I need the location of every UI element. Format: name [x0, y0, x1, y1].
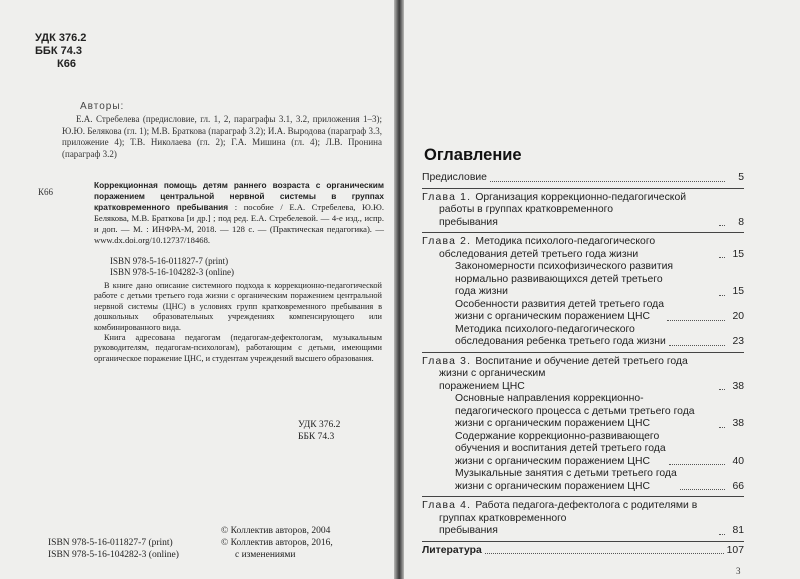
toc-entry[interactable] [422, 192, 744, 230]
copyright-block [221, 525, 333, 561]
toc-entry[interactable] [422, 299, 744, 324]
toc-entry[interactable] [422, 261, 744, 299]
isbn-print: ISBN 978-5-16-011827-7 (print) [110, 256, 229, 266]
toc-leader-dots [719, 295, 725, 296]
toc-entry[interactable] [422, 500, 744, 538]
bbk-bottom: ББК 74.3 [298, 432, 335, 442]
toc-page-number: 5 [738, 172, 744, 183]
isbn-bottom-online: ISBN 978-5-16-104282-3 (online) [48, 550, 179, 560]
authors-heading: Авторы: [80, 101, 125, 112]
toc-separator [422, 496, 744, 497]
toc-separator [422, 188, 744, 189]
bib-details: : пособие / Е.А. Стребелева, Ю.Ю. Белякова, М.В. Браткова [и др.] ; под ред. Е.А. Стребелевой. — 4-е изд., испр. и доп. — М. : ИНФРА-М, 2018. — 128 с. — (Практическая педагогика). — www.dx.doi.org/10.12737/18468. [94, 202, 384, 245]
toc-entry-text: Особенности развития детей третьего года жизни с органическим поражением ЦНС [455, 298, 665, 322]
toc-page-number: 40 [732, 455, 744, 467]
toc-entry-text: Закономерности психофизического развития нормально развивающихся детей третьего года жизни [455, 261, 674, 297]
isbn-bottom-print: ISBN 978-5-16-011827-7 (print) [48, 538, 173, 548]
toc-entry-text: Методика психолого-педагогического обследования ребенка третьего года жизни [455, 323, 666, 347]
toc-chapter-label: Глава 1. [422, 191, 476, 203]
isbn-bottom-block [48, 537, 179, 561]
isbn-online: ISBN 978-5-16-104282-3 (online) [110, 266, 234, 277]
toc-entry-text: Глава 1. Организация коррекционно-педагогической работы в группах кратковременного пребывания [422, 191, 687, 228]
annotation-paragraph-1: В книге дано описание системного подхода к коррекционно-педагогической работе с детьми третьего года жизни с органическим поражением центральной нервной системы (ЦНС) в условиях групп кратковременного пребывания в дошкольных образовательных учреждениях компенсирующего или комбинированного вида. [94, 281, 382, 332]
annotation-paragraph-2: Книга адресована педагогам (педагогам-дефектологам, музыкальным руководителям, педагогам-психологам), работающим с детьми, имеющими органическое поражение ЦНС, и студентам учреждений высшего образования. [94, 333, 382, 363]
toc-leader-dots [719, 427, 725, 428]
toc-page-number: 15 [732, 286, 744, 297]
left-page [0, 0, 394, 579]
copyright-line-2: © Коллектив авторов, 2016, [221, 538, 333, 548]
toc-chapter-label: Глава 3. [422, 355, 476, 367]
toc-entry-text: Глава 3. Воспитание и обучение детей третьего года жизни с органическим поражением ЦНС [422, 355, 688, 392]
toc-leader-dots [680, 489, 725, 490]
toc-page-number: 81 [732, 525, 744, 536]
bib-code: К66 [38, 187, 54, 197]
toc-page-number: 20 [732, 311, 744, 322]
toc-chapter-label: Глава 4. [422, 500, 476, 511]
toc-entry[interactable] [422, 236, 744, 261]
authors-list: Е.А. Стребелева (предисловие, гл. 1, 2, параграфы 3.1, 3.2, приложения 1–3); Ю.Ю. Белякова (гл. 1); М.В. Браткова (параграф 3.2); И.А. Выродова (параграф 3.3, приложение 4); Т.В. Николаева (гл. 2); Г.А. Мишина (гл. 4); Л.В. Пронина (параграф 3.2) [62, 114, 382, 159]
toc-entry-text: Предисловие [422, 172, 487, 183]
toc-entry[interactable] [422, 431, 744, 469]
toc-leader-dots [719, 534, 725, 535]
copyright-line-1: © Коллектив авторов, 2004 [221, 526, 331, 536]
toc-leader-dots [719, 389, 725, 390]
toc-title: Оглавление [424, 146, 522, 164]
toc-entry-text: Литература [422, 544, 482, 556]
toc-entry-text: Основные направления коррекционно-педагогического процесса с детьми третьего года жизни с органическим поражением ЦНС [455, 393, 695, 429]
udk-bottom: УДК 376.2 [298, 420, 341, 430]
toc-entry-text: Глава 4. Работа педагога-дефектолога с родителями в группах кратковременного пребывания [422, 500, 698, 536]
book-title: Коррекционная помощь детям раннего возраста с органическим поражением центральной нервной системы в группах кратковременного пребывания [94, 180, 384, 212]
book-gutter [394, 0, 404, 579]
copyright-line-3: с изменениями [235, 550, 296, 560]
toc-leader-dots [669, 464, 725, 465]
toc-leader-dots [490, 181, 725, 182]
bibliographic-record [94, 180, 384, 246]
toc-page-number: 107 [726, 544, 744, 556]
udk-code: УДК 376.2 [35, 32, 87, 44]
bottom-classification [298, 419, 340, 443]
toc-leader-dots [485, 553, 724, 554]
toc-entry-text: Музыкальные занятия с детьми третьего года жизни с органическим поражением ЦНС [455, 468, 677, 492]
toc-entry[interactable] [422, 356, 744, 394]
toc-chapter-label: Глава 2. [422, 236, 476, 247]
toc-entry-text: Содержание коррекционно-развивающего обучения и воспитания детей третьего года жизни с органическим поражением ЦНС [455, 430, 666, 467]
toc-page-number: 38 [732, 418, 744, 429]
page-number: 3 [736, 566, 741, 576]
classification-block [35, 32, 86, 71]
toc-entry-text: Глава 2. Методика психолого-педагогического обследования детей третьего года жизни [422, 236, 656, 260]
toc-separator [422, 352, 744, 353]
table-of-contents [422, 172, 744, 557]
toc-page-number: 23 [732, 336, 744, 347]
toc-page-number: 66 [732, 480, 744, 492]
bbk-code: ББК 74.3 [35, 45, 82, 57]
toc-page-number: 15 [732, 248, 744, 260]
toc-separator [422, 232, 744, 233]
toc-page-number: 8 [738, 216, 744, 228]
toc-entry[interactable] [422, 468, 744, 493]
annotation [94, 281, 382, 364]
toc-entry[interactable] [422, 172, 744, 185]
toc-leader-dots [719, 257, 725, 258]
toc-entry[interactable] [422, 393, 744, 431]
toc-separator [422, 541, 744, 542]
isbn-block [110, 256, 234, 277]
toc-entry[interactable] [422, 545, 744, 558]
toc-leader-dots [719, 225, 725, 226]
toc-page-number: 38 [732, 380, 744, 392]
toc-leader-dots [667, 320, 725, 321]
toc-leader-dots [669, 345, 725, 346]
toc-entry[interactable] [422, 324, 744, 349]
author-mark: К66 [57, 58, 76, 70]
